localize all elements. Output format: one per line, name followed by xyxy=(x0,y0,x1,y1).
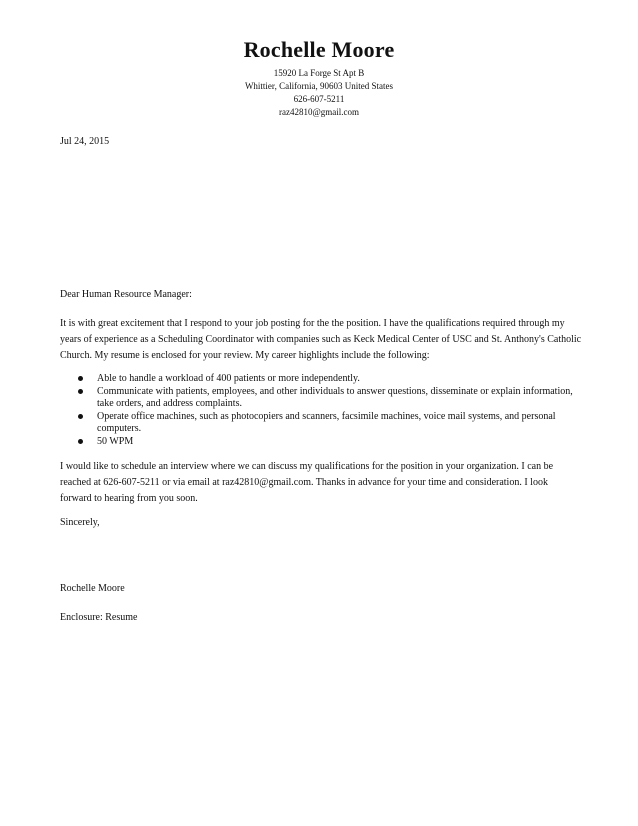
bullet-icon xyxy=(78,439,83,444)
letter-date: Jul 24, 2015 xyxy=(60,136,110,147)
career-highlights-list xyxy=(60,373,582,449)
list-item xyxy=(60,436,582,448)
salutation: Dear Human Resource Manager: xyxy=(60,289,192,300)
sender-phone: 626-607-5211 xyxy=(293,94,345,104)
list-item xyxy=(60,373,582,385)
list-item xyxy=(60,386,582,410)
sender-address-line-1: 15920 La Forge St Apt B xyxy=(273,68,365,78)
enclosure-note: Enclosure: Resume xyxy=(60,612,138,623)
list-item-text: Able to handle a workload of 400 patients or more independently. xyxy=(97,373,360,384)
body-paragraph-1: It is with great excitement that I respond to your job posting for the the position. I have the qualifications required through my years of experience as a Scheduling Coordinator with companies such as Keck Medical Center of USC and St. Anthony's Catholic Church. My resume is enclosed for your review. My career highlights include the following: xyxy=(60,318,582,361)
signature-name: Rochelle Moore xyxy=(60,583,125,594)
list-item-text: Communicate with patients, employees, and other individuals to answer questions, disseminate or explain information, take orders, and address complaints. xyxy=(97,386,573,409)
sender-name: Rochelle Moore xyxy=(243,37,395,62)
letterhead xyxy=(0,36,638,119)
bullet-icon xyxy=(78,376,83,381)
sender-address-line-2: Whittier, California, 90603 United States xyxy=(244,81,394,91)
bullet-icon xyxy=(78,389,83,394)
sender-email: raz42810@gmail.com xyxy=(278,107,359,117)
body-paragraph-2: I would like to schedule an interview where we can discuss my qualifications for the position in your organization. I can be reached at 626-607-5211 or via email at raz42810@gmail.com. Thanks in advance for your time and consideration. I look forward to hearing from you soon. xyxy=(60,461,554,504)
list-item xyxy=(60,411,582,435)
list-item-text: 50 WPM xyxy=(97,436,134,447)
closing: Sincerely, xyxy=(60,517,100,528)
list-item-text: Operate office machines, such as photocopiers and scanners, facsimile machines, voice mail systems, and personal computers. xyxy=(97,411,556,434)
bullet-icon xyxy=(78,414,83,419)
